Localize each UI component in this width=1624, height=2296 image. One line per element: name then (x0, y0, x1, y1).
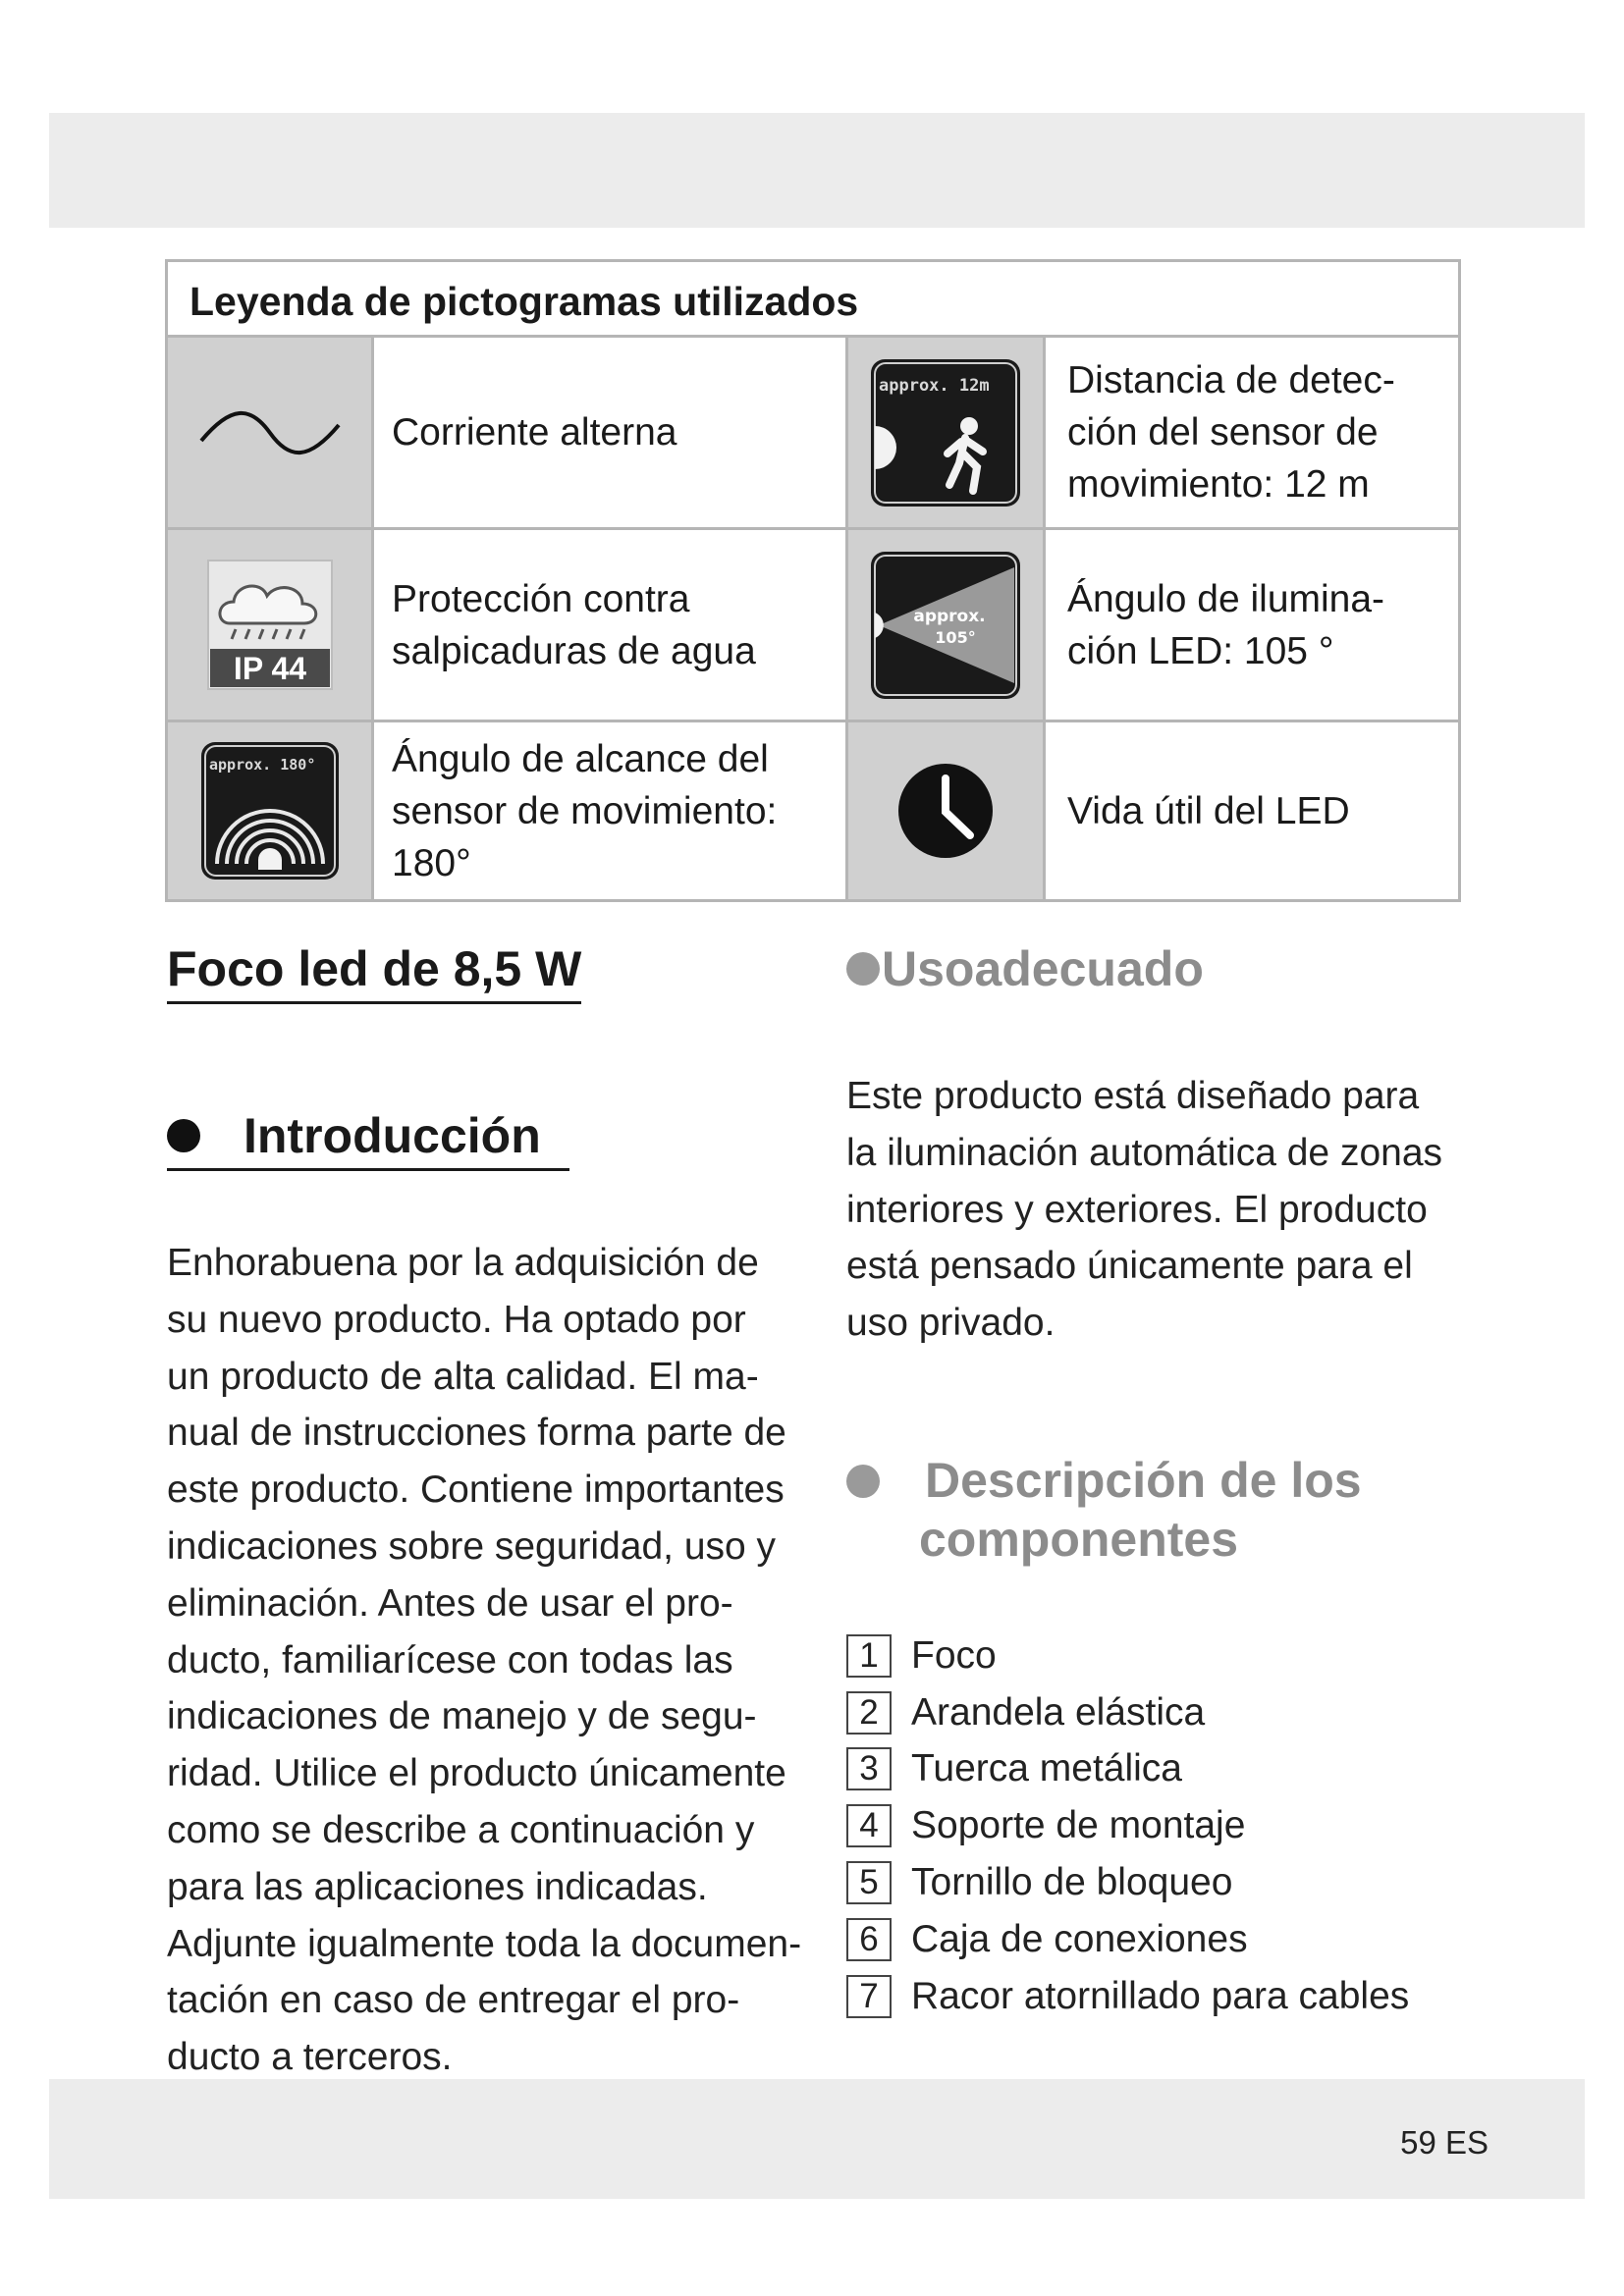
uso-heading-text: Usoadecuado (882, 941, 1204, 996)
components-list (846, 1628, 1409, 2025)
components-heading (846, 1451, 1362, 1569)
led-angle-icon (845, 530, 1046, 720)
list-item (846, 1797, 1409, 1854)
item-number: 7 (846, 1975, 892, 2018)
intro-paragraph: Enhorabuena por la adquisición de su nuevo producto. Ha optado por un producto de alta calidad. El ma- nual de instrucciones forma parte de este producto. Contiene importantes indicaciones sobre seguridad, uso y eliminación. Antes de usar el pro- ducto, familiarícese con todas las indicaciones de manejo y de segu- ridad. Utilice el producto únicamente como se describe a continuación y para las aplicaciones indicadas. Adjunte igualmente toda la documen- tación en caso de entregar el pro- ducto a terceros. (167, 1242, 802, 2079)
item-label: Arandela elástica (911, 1690, 1206, 1734)
legend-row (168, 338, 1458, 530)
list-item (846, 1741, 1409, 1798)
legend-text: Vida útil del LED (1067, 789, 1350, 832)
uso-paragraph: Este producto está diseñado para la iluminación automática de zonas interiores y exteriores. El producto está pensado únicamente para el uso privado. (846, 1075, 1443, 1345)
bullet-dot-icon (846, 952, 880, 986)
item-number: 1 (846, 1634, 892, 1678)
angle-105-label: 105° (935, 627, 976, 647)
legend-text: Protección contra salpicaduras de agua (392, 577, 756, 672)
product-title: Foco led de 8,5 W (167, 940, 581, 1004)
header-band (49, 113, 1585, 228)
ac-current-icon (168, 338, 374, 527)
ip44-label: IP 44 (233, 651, 306, 686)
item-number: 5 (846, 1861, 892, 1904)
uso-heading (846, 940, 1204, 997)
item-label: Racor atornillado para cables (911, 1974, 1410, 2017)
intro-heading (167, 1107, 569, 1171)
item-label: Foco (911, 1633, 997, 1677)
clock-icon (845, 722, 1046, 899)
list-item (846, 1628, 1409, 1684)
legend-row (168, 722, 1458, 899)
legend-text: Distancia de detec- ción del sensor de movimiento: 12 m (1067, 359, 1395, 506)
list-item (846, 1854, 1409, 1911)
pictogram-legend-table (165, 259, 1461, 902)
components-heading-line2: componentes (919, 1512, 1239, 1567)
legend-text: Corriente alterna (392, 411, 677, 454)
approx-12m-label: approx. 12m (879, 375, 990, 396)
sensor-range-icon (168, 722, 374, 899)
legend-text: Ángulo de ilumina- ción LED: 105 ° (1067, 577, 1385, 672)
legend-text: Ángulo de alcance del sensor de movimiento: 180° (392, 737, 778, 884)
bullet-dot-icon (167, 1119, 200, 1152)
item-number: 2 (846, 1691, 892, 1735)
ip44-rain-icon (168, 530, 374, 720)
list-item (846, 1684, 1409, 1741)
item-number: 3 (846, 1747, 892, 1790)
item-number: 6 (846, 1918, 892, 1961)
item-label: Tuerca metálica (911, 1747, 1182, 1790)
motion-distance-icon (845, 338, 1046, 527)
approx-label: approx. (913, 606, 986, 626)
list-item (846, 1911, 1409, 1968)
item-label: Tornillo de bloqueo (911, 1861, 1233, 1904)
page-number: 59 ES (1400, 2124, 1489, 2161)
item-label: Caja de conexiones (911, 1917, 1248, 1960)
legend-title: Leyenda de pictogramas utilizados (168, 262, 1458, 338)
item-number: 4 (846, 1804, 892, 1847)
item-label: Soporte de montaje (911, 1804, 1246, 1847)
footer-band (49, 2079, 1585, 2199)
approx-180-label: approx. 180° (208, 756, 315, 774)
legend-row (168, 530, 1458, 722)
bullet-dot-icon (846, 1465, 880, 1498)
intro-heading-text: Introducción (244, 1108, 541, 1163)
list-item (846, 1968, 1409, 2025)
components-heading-line1: Descripción de los (925, 1453, 1362, 1508)
